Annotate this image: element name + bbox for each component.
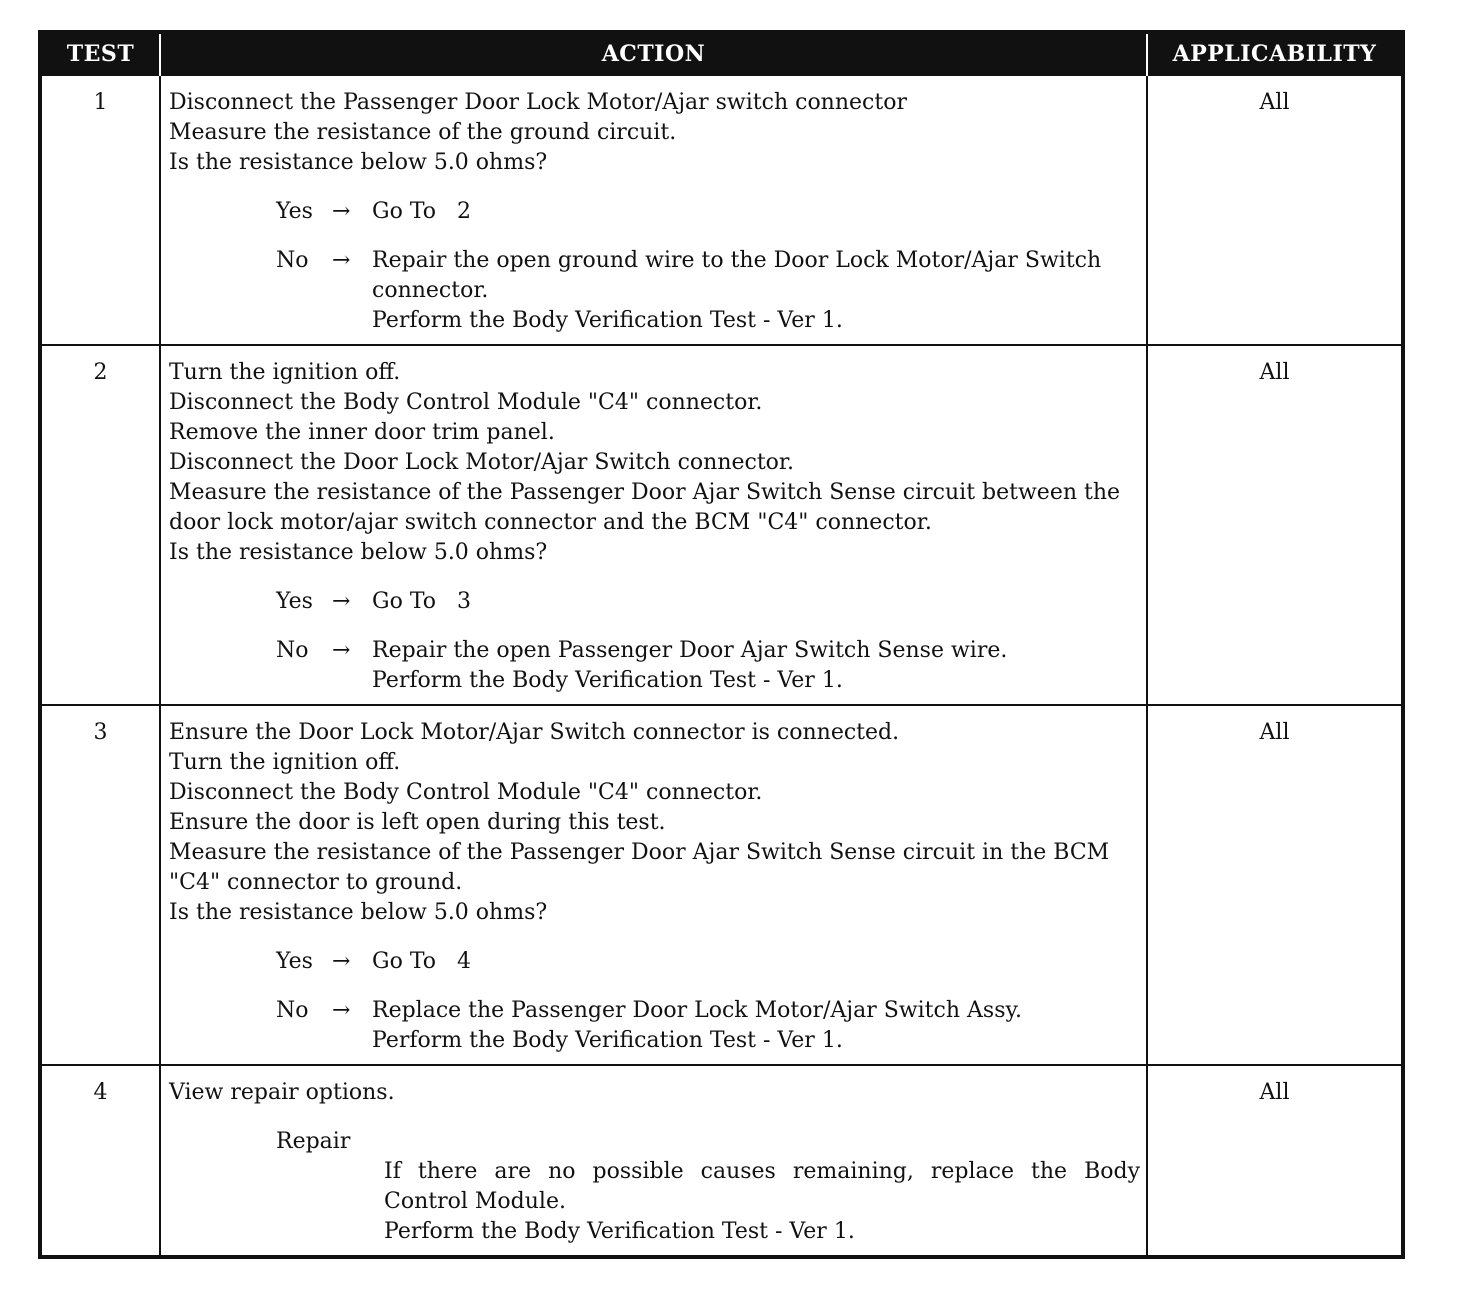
no-result-line: Perform the Body Verification Test - Ver 1.: [372, 668, 843, 693]
no-result-line: Perform the Body Verification Test - Ver 1.: [372, 1028, 843, 1053]
table-row-test-4: [40, 1065, 1403, 1257]
yes-result: Go To 3: [372, 589, 471, 614]
arrow-icon: →: [332, 638, 351, 663]
action-cell: [160, 1065, 1147, 1257]
action-step: Is the resistance below 5.0 ohms?: [169, 900, 548, 925]
arrow-icon: →: [332, 589, 351, 614]
no-branch: [276, 636, 1140, 696]
diagnostic-test-table: [38, 30, 1405, 1259]
repair-label: Repair: [276, 1129, 351, 1154]
action-step: View repair options.: [169, 1080, 395, 1105]
no-label: No: [276, 248, 309, 273]
no-result-line: Repair the open Passenger Door Ajar Switch Sense wire.: [372, 638, 1008, 663]
yes-result: Go To 2: [372, 199, 471, 224]
arrow-icon: →: [332, 998, 351, 1023]
action-step: Is the resistance below 5.0 ohms?: [169, 540, 548, 565]
arrow-icon: →: [332, 949, 351, 974]
test-number: 1: [40, 75, 160, 345]
applicability-value: All: [1147, 75, 1403, 345]
no-result-line: Replace the Passenger Door Lock Motor/Ajar Switch Assy.: [372, 998, 1022, 1023]
action-cell: [160, 345, 1147, 705]
repair-line: Control Module.: [384, 1189, 566, 1214]
yes-label: Yes: [276, 199, 313, 224]
no-result: [372, 636, 1140, 696]
test-number: 2: [40, 345, 160, 705]
table-row-test-2: [40, 345, 1403, 705]
arrow-icon: →: [332, 248, 351, 273]
yes-branch: [276, 587, 1140, 617]
action-step: Disconnect the Body Control Module "C4" connector.: [169, 390, 763, 415]
action-cell: [160, 705, 1147, 1065]
yes-label: Yes: [276, 589, 313, 614]
test-number: 4: [40, 1065, 160, 1257]
no-label: No: [276, 998, 309, 1023]
arrow-icon: →: [332, 199, 351, 224]
table-header: [40, 32, 1403, 75]
action-step: Turn the ignition off.: [169, 360, 401, 385]
no-result-line: Repair the open ground wire to the Door Lock Motor/Ajar Switch: [372, 248, 1102, 273]
action-step: Turn the ignition off.: [169, 750, 401, 775]
header-action: ACTION: [160, 32, 1147, 75]
repair-text: [384, 1157, 1140, 1247]
action-step: door lock motor/ajar switch connector and the BCM "C4" connector.: [169, 510, 932, 535]
action-step: Remove the inner door trim panel.: [169, 420, 555, 445]
action-step: Measure the resistance of the ground circuit.: [169, 120, 677, 145]
repair-line: Perform the Body Verification Test - Ver 1.: [384, 1219, 855, 1244]
applicability-value: All: [1147, 345, 1403, 705]
action-step: Measure the resistance of the Passenger Door Ajar Switch Sense circuit between the: [169, 480, 1121, 505]
test-number: 3: [40, 705, 160, 1065]
yes-branch: [276, 947, 1140, 977]
diagnostic-test-sheet: [38, 30, 1401, 1259]
applicability-value: All: [1147, 705, 1403, 1065]
action-step: Disconnect the Body Control Module "C4" connector.: [169, 780, 763, 805]
no-branch: [276, 246, 1140, 336]
no-branch: [276, 996, 1140, 1056]
header-test: TEST: [40, 32, 160, 75]
no-result-line: connector.: [372, 278, 489, 303]
yes-result: Go To 4: [372, 949, 471, 974]
action-step: Is the resistance below 5.0 ohms?: [169, 150, 548, 175]
yes-branch: [276, 197, 1140, 227]
header-applicability: APPLICABILITY: [1147, 32, 1403, 75]
repair-line: If there are no possible causes remaining, replace the Body: [384, 1159, 1140, 1184]
action-step: "C4" connector to ground.: [169, 870, 463, 895]
action-step: Measure the resistance of the Passenger Door Ajar Switch Sense circuit in the BCM: [169, 840, 1110, 865]
no-label: No: [276, 638, 309, 663]
action-cell: [160, 75, 1147, 345]
table-row-test-3: [40, 705, 1403, 1065]
action-step: Ensure the Door Lock Motor/Ajar Switch connector is connected.: [169, 720, 900, 745]
table-row-test-1: [40, 75, 1403, 345]
no-result: [372, 996, 1140, 1056]
no-result: [372, 246, 1140, 336]
no-result-line: Perform the Body Verification Test - Ver 1.: [372, 308, 843, 333]
applicability-value: All: [1147, 1065, 1403, 1257]
action-step: Disconnect the Door Lock Motor/Ajar Switch connector.: [169, 450, 795, 475]
action-step: Ensure the door is left open during this test.: [169, 810, 666, 835]
action-step: Disconnect the Passenger Door Lock Motor/Ajar switch connector: [169, 90, 907, 115]
yes-label: Yes: [276, 949, 313, 974]
